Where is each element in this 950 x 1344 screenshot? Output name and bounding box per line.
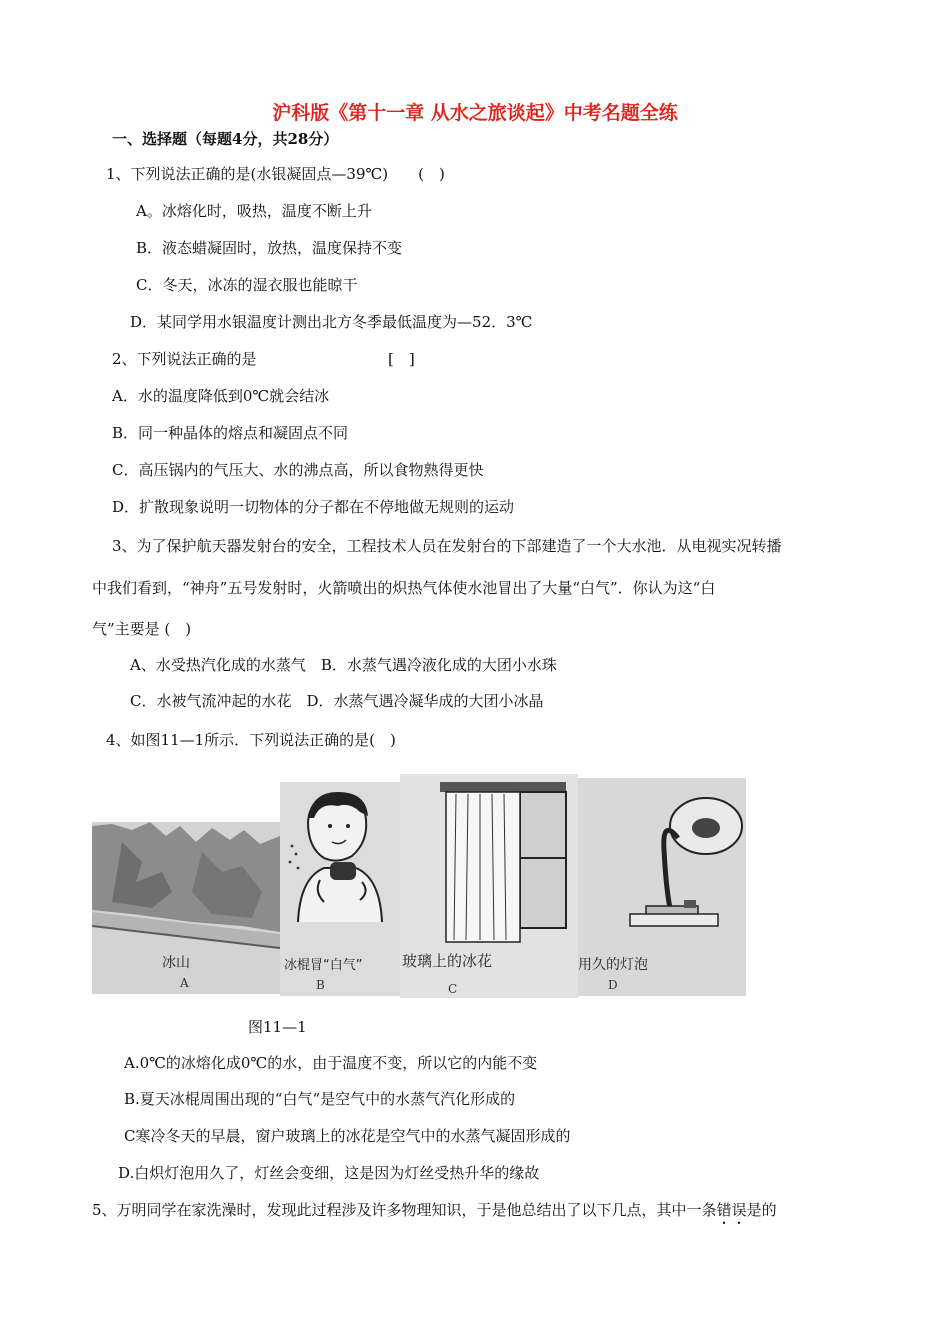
question-1-option-c: C．冬天，冰冻的湿衣服也能晾干 bbox=[136, 276, 358, 294]
figure-panel-b-letter: B bbox=[316, 978, 325, 992]
question-4-option-d: D.白炽灯泡用久了，灯丝会变细，这是因为灯丝受热升华的缘故 bbox=[118, 1164, 540, 1182]
question-1-option-b: B．液态蜡凝固时，放热，温度保持不变 bbox=[136, 239, 403, 257]
question-3-line-3: 气”主要是 ( ) bbox=[92, 620, 192, 638]
figure-panel-a bbox=[92, 822, 280, 994]
question-5-line-1 bbox=[92, 1200, 777, 1228]
question-4-option-c: C寒冷冬天的早晨，窗户玻璃上的冰花是空气中的水蒸气凝固形成的 bbox=[124, 1127, 571, 1145]
figure-panel-b-caption: 冰棍冒“白气” bbox=[284, 958, 363, 973]
question-4-stem: 4、如图11—1所示．下列说法正确的是( ) bbox=[106, 731, 396, 749]
question-2-stem: 2、下列说法正确的是 bbox=[112, 350, 257, 368]
figure-panel-a-letter: A bbox=[180, 976, 189, 990]
question-3-options-ab: A、水受热汽化成的水蒸气 B．水蒸气遇冷液化成的大团小水珠 bbox=[130, 656, 557, 674]
figure-panel-c bbox=[400, 774, 578, 998]
figure-label: 图11—1 bbox=[248, 1018, 307, 1036]
section-heading: 一、选择题（每题4分，共28分） bbox=[112, 130, 339, 148]
question-3-line-2: 中我们看到，“神舟”五号发射时，火箭喷出的炽热气体使水池冒出了大量“白气”．你认为这“白 bbox=[92, 579, 716, 597]
question-3-options-cd: C．水被气流冲起的水花 D．水蒸气遇冷凝华成的大团小冰晶 bbox=[130, 692, 544, 710]
question-2-option-a: A．水的温度降低到0℃就会结冰 bbox=[112, 387, 330, 405]
question-2-option-c: C．高压锅内的气压大、水的沸点高，所以食物熟得更快 bbox=[112, 461, 484, 479]
question-1-stem: 1、下列说法正确的是(水银凝固点—39℃) ( ) bbox=[106, 165, 445, 183]
question-2-option-b: B．同一种晶体的熔点和凝固点不同 bbox=[112, 424, 349, 442]
figure-panel-a-caption: 冰山 bbox=[162, 955, 190, 971]
question-1-option-d: D．某同学用水银温度计测出北方冬季最低温度为—52．3℃ bbox=[130, 313, 533, 331]
question-5-emphasis: 错误 bbox=[716, 1201, 747, 1219]
figure-panel-d-caption: 用久的灯泡 bbox=[578, 957, 648, 973]
figure-panel-b bbox=[280, 782, 400, 996]
page-title: 沪科版《第十一章 从水之旅谈起》中考名题全练 bbox=[272, 102, 678, 124]
figure-panel-c-letter: C bbox=[448, 982, 458, 996]
question-1-option-a: A。冰熔化时，吸热，温度不断上升 bbox=[136, 202, 372, 220]
question-3-line-1: 3、为了保护航天器发射台的安全，工程技术人员在发射台的下部建造了一个大水池．从电视实况转播 bbox=[112, 537, 782, 555]
figure-panel-c-caption: 玻璃上的冰花 bbox=[402, 952, 493, 970]
figure-panel-d bbox=[578, 778, 746, 996]
question-2-option-d: D．扩散现象说明一切物体的分子都在不停地做无规则的运动 bbox=[112, 498, 515, 516]
figure-panel-d-letter: D bbox=[608, 978, 618, 992]
question-4-option-a: A.0℃的冰熔化成0℃的水，由于温度不变，所以它的内能不变 bbox=[124, 1054, 538, 1072]
question-2-answer-bracket: [ ] bbox=[388, 350, 415, 368]
question-5-text: 5、万明同学在家洗澡时，发现此过程涉及许多物理知识，于是他总结出了以下几点，其中一条 bbox=[92, 1201, 717, 1219]
question-5-text-end: 是的 bbox=[746, 1201, 777, 1219]
question-4-option-b: B.夏天冰棍周围出现的“白气“是空气中的水蒸气汽化形成的 bbox=[124, 1090, 516, 1108]
